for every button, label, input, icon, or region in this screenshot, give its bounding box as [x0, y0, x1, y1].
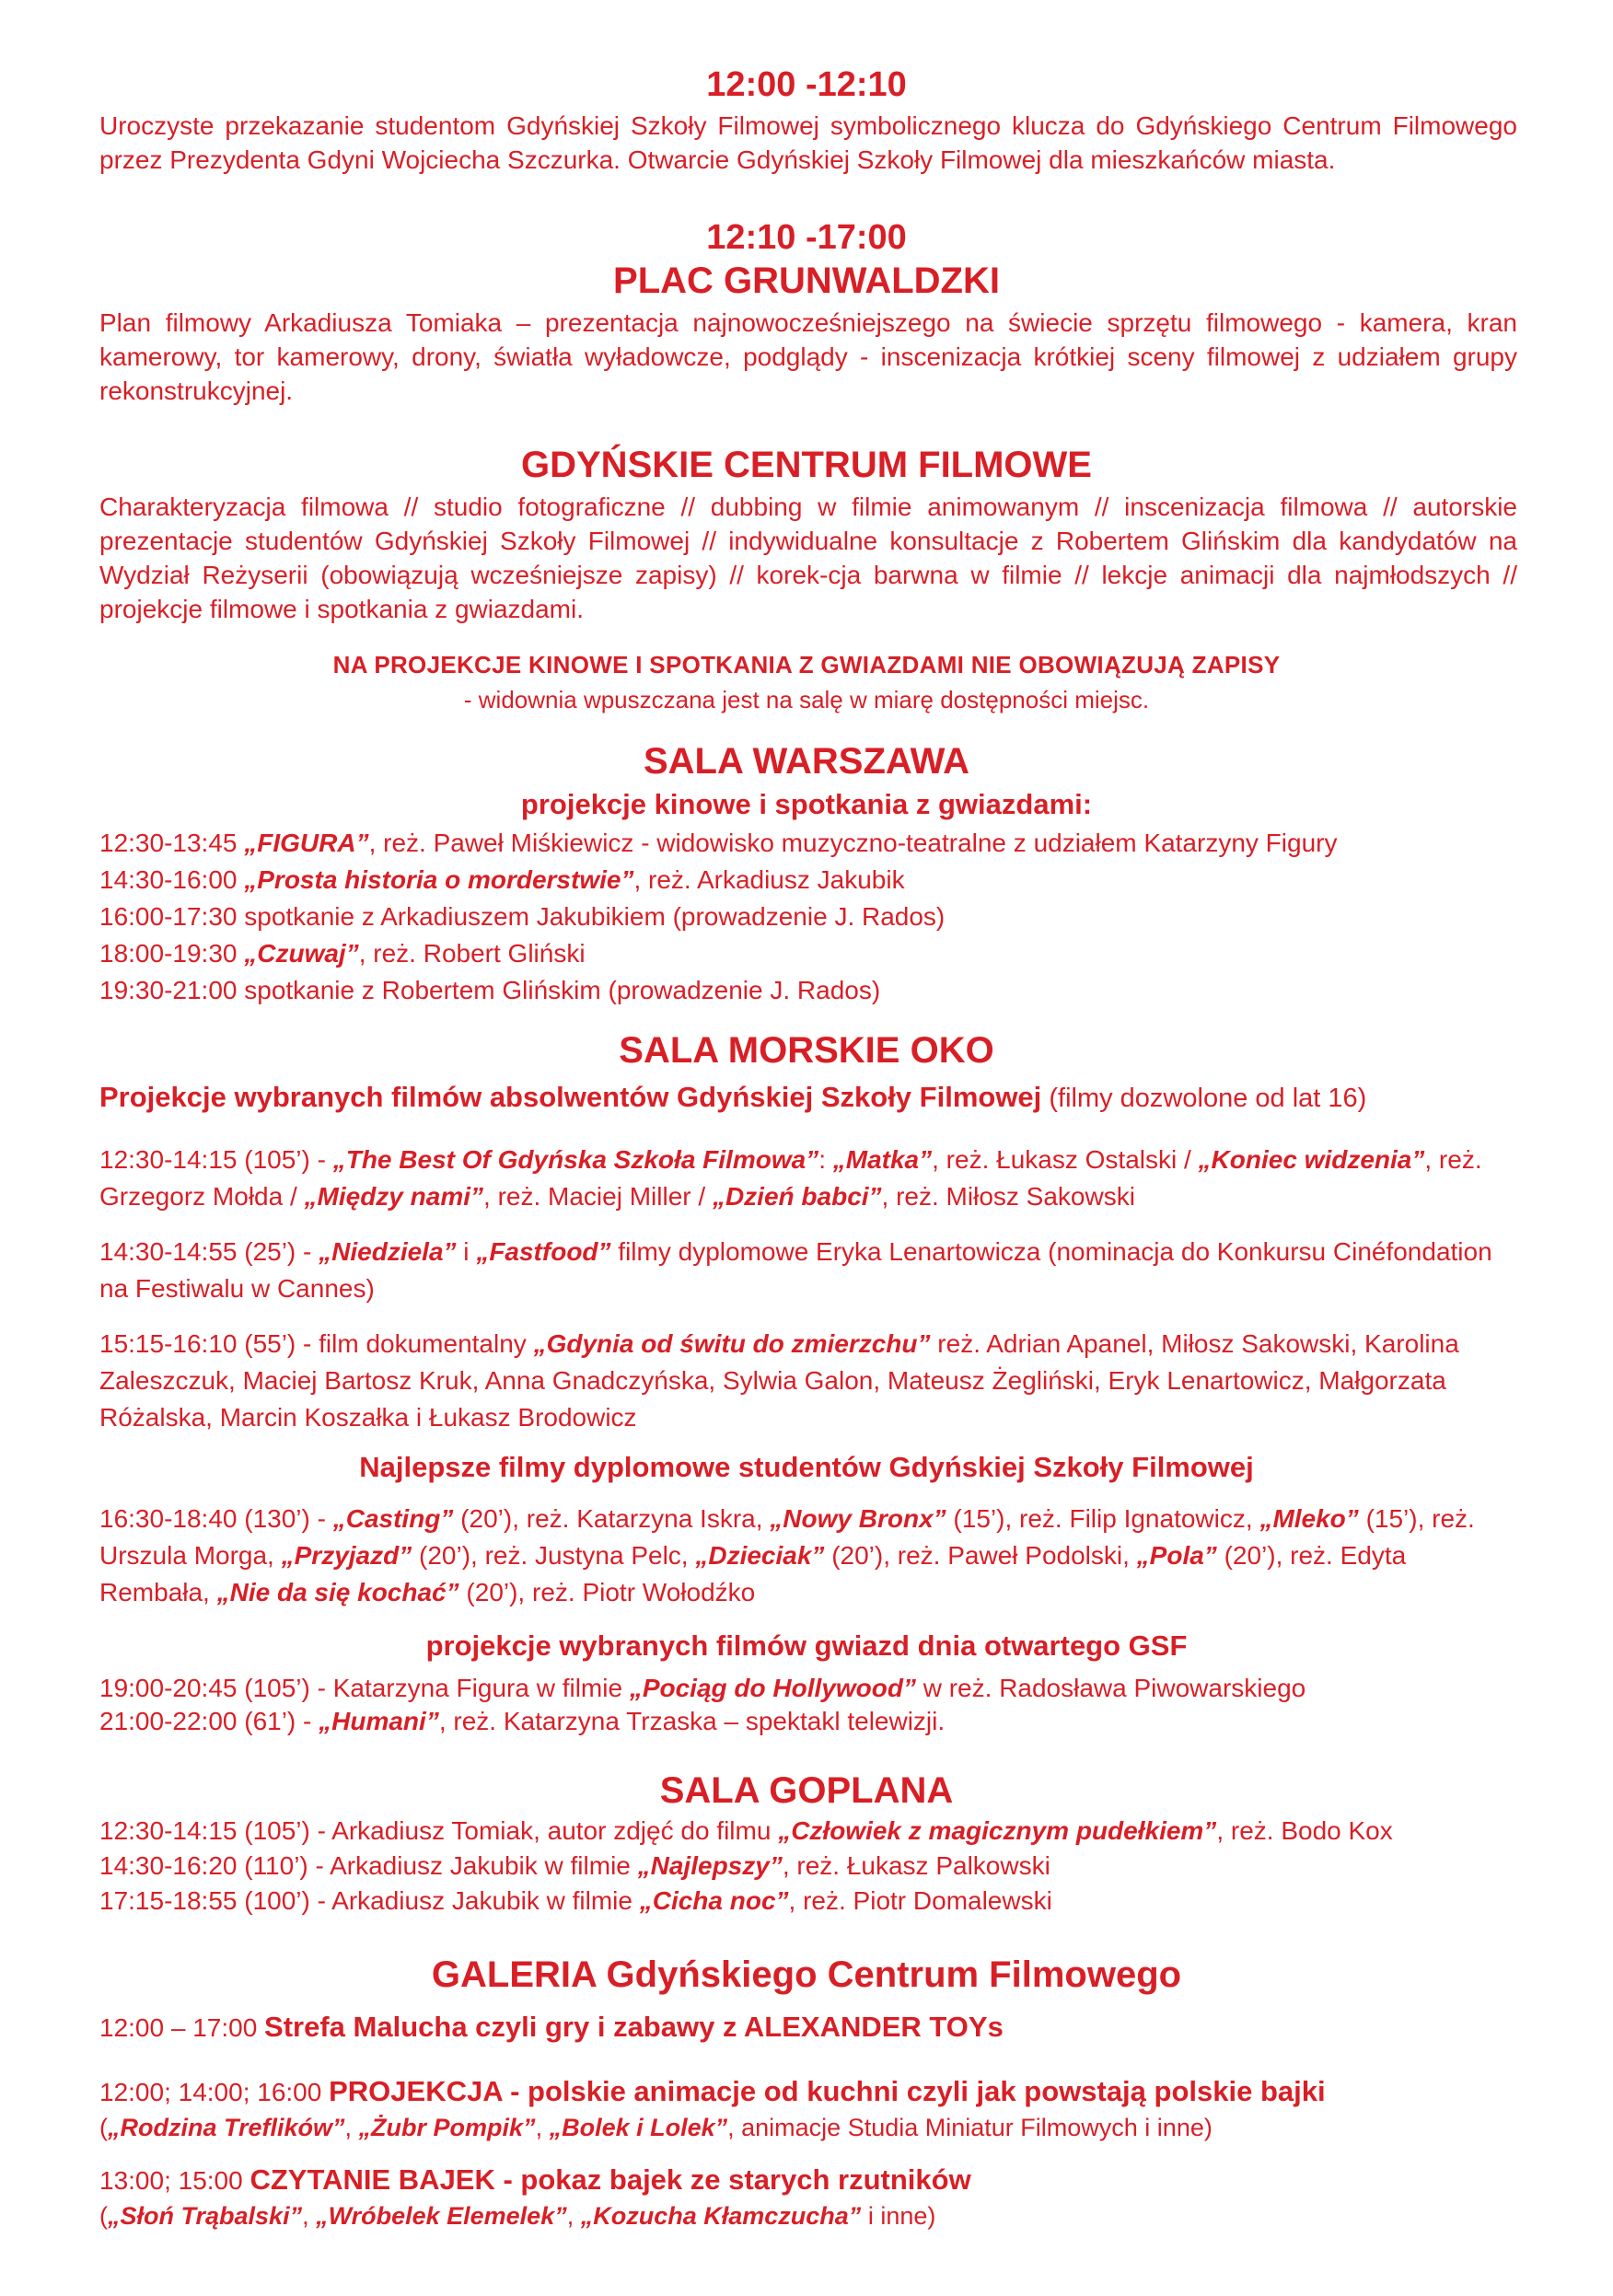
sala-warszawa-title: SALA WARSZAWA [643, 741, 970, 782]
list-item: 12:30-14:15 (105’) - Arkadiusz Tomiak, autor zdjęć do filmu „Człowiek z magicznym pudełkiem”, reż. Bodo Kox [99, 1816, 1393, 1845]
galeria-item-3-details: („Słoń Trąbalski”, „Wróbelek Elemelek”, „Kozucha Kłamczucha” i inne) [99, 2202, 936, 2230]
sala-warszawa-list [99, 825, 1517, 1009]
galeria-item-2: 12:00; 14:00; 16:00 PROJEKCJA - polskie animacje od kuchni czyli jak powstają polskie bajki [99, 2075, 1326, 2107]
list-item: 12:30-13:45 „FIGURA”, reż. Paweł Miśkiewicz - widowisko muzyczno-teatralne z udziałem Katarzyny Figury [99, 829, 1338, 857]
gcf-title: GDYŃSKIE CENTRUM FILMOWE [521, 445, 1092, 485]
list-item: 19:00-20:45 (105’) - Katarzyna Figura w filmie „Pociąg do Hollywood” w reż. Radosława Piwowarskiego [99, 1674, 1306, 1702]
list-item: 21:00-22:00 (61’) - „Humani”, reż. Katarzyna Trzaska – spektakl telewizji. [99, 1707, 946, 1735]
sala-morskie-oko-title: SALA MORSKIE OKO [619, 1030, 994, 1071]
morskie-entry-1: 12:30-14:15 (105’) - „The Best Of Gdyńska Szkoła Filmowa”: „Matka”, reż. Łukasz Ostalski / „Koniec widzenia”, reż. Grzegorz Mołda / „Między nami”, reż. Maciej Miller / „Dzień babci”, reż. Miłosz Sakowski [99, 1145, 1482, 1211]
list-item: 18:00-19:30 „Czuwaj”, reż. Robert Gliński [99, 939, 586, 968]
list-item: 19:30-21:00 spotkanie z Robertem Glińskim (prowadzenie J. Rados) [99, 976, 881, 1004]
list-item: 16:00-17:30 spotkanie z Arkadiuszem Jakubikiem (prowadzenie J. Rados) [99, 902, 946, 931]
sala-warszawa-subtitle: projekcje kinowe i spotkania z gwiazdami: [520, 788, 1093, 820]
morskie-subheading-diploma: Najlepsze filmy dyplomowe studentów Gdyńskiej Szkoły Filmowej [359, 1451, 1254, 1483]
intro-paragraph-1: Uroczyste przekazanie studentom Gdyńskiej Szkoły Filmowej symbolicznego klucza do Gdyńskiego Centrum Filmowego przez Prezydenta Gdyni Wojciecha Szczurka. Otwarcie Gdyńskiej Szkoły Filmowej dla mieszkańców miasta. [99, 111, 1517, 174]
morskie-entry-2: 14:30-14:55 (25’) - „Niedziela” i „Fastfood” filmy dyplomowe Eryka Lenartowicza (nominacja do Konkursu Cinéfondation na Festiwalu w Cannes) [99, 1237, 1492, 1303]
galeria-item-2-details: („Rodzina Treflików”, „Żubr Pompik”, „Bolek i Lolek”, animacje Studia Miniatur Filmowych i inne) [99, 2114, 1213, 2141]
galeria-item-3: 13:00; 15:00 CZYTANIE BAJEK - pokaz bajek ze starych rzutników [99, 2163, 971, 2196]
time-heading-1: 12:00 -12:10 [706, 65, 907, 104]
galeria-title: GALERIA Gdyńskiego Centrum Filmowego [431, 1954, 1182, 1995]
sala-goplana-list [99, 1814, 1517, 1919]
list-item: 14:30-16:20 (110’) - Arkadiusz Jakubik w filmie „Najlepszy”, reż. Łukasz Palkowski [99, 1851, 1050, 1880]
gcf-text: Charakteryzacja filmowa // studio fotograficzne // dubbing w filmie animowanym // inscenizacja filmowa // autorskie prezentacje studentów Gdyńskiej Szkoły Filmowej // indywidualne konsultacje z Robertem Glińskim dla kandydatów na Wydział Reżyserii (obowiązują wcześniejsze zapisy) // korek-cja barwna w filmie // lekcje animacji dla najmłodszych // projekcje filmowe i spotkania z gwiazdami. [99, 493, 1517, 623]
gcf-notice-text: - widownia wpuszczana jest na salę w miarę dostępności miejsc. [463, 686, 1150, 713]
morskie-subheading-stars: projekcje wybranych filmów gwiazd dnia otwartego GSF [425, 1629, 1188, 1662]
morskie-entry-4: 16:30-18:40 (130’) - „Casting” (20’), reż. Katarzyna Iskra, „Nowy Bronx” (15’), reż. Filip Ignatowicz, „Mleko” (15’), reż. Urszula Morga, „Przyjazd” (20’), reż. Justyna Pelc, „Dzieciak” (20’), reż. Paweł Podolski, „Pola” (20’), reż. Edyta Rembała, „Nie da się kochać” (20’), reż. Piotr Wołodźko [99, 1504, 1475, 1606]
sala-goplana-title: SALA GOPLANA [659, 1770, 954, 1811]
plac-grunwaldzki-title: PLAC GRUNWALDZKI [613, 261, 1000, 301]
morskie-entry-3: 15:15-16:10 (55’) - film dokumentalny „Gdynia od świtu do zmierzchu” reż. Adrian Apanel, Miłosz Sakowski, Karolina Zaleszczuk, Maciej Bartosz Kruk, Anna Gnadczyńska, Sylwia Galon, Mateusz Żegliński, Eryk Lenartowicz, Małgorzata Różalska, Marcin Koszałka i Łukasz Brodowicz [99, 1329, 1459, 1432]
plac-grunwaldzki-text: Plan filmowy Arkadiusza Tomiaka – prezentacja najnowocześniejszego na świecie sprzętu filmowego - kamera, kran kamerowy, tor kamerowy, drony, światła wyładowcze, podglądy - inscenizacja krótkiej sceny filmowej z udziałem grupy rekonstrukcyjnej. [99, 308, 1517, 405]
list-item: 17:15-18:55 (100’) - Arkadiusz Jakubik w filmie „Cicha noc”, reż. Piotr Domalewski [99, 1886, 1052, 1915]
time-heading-2: 12:10 -17:00 [706, 218, 907, 257]
galeria-item-1: 12:00 – 17:00 Strefa Malucha czyli gry i zabawy z ALEXANDER TOYs [99, 2011, 1004, 2043]
morskie-stars-list [99, 1672, 1517, 1738]
gcf-notice-bold: NA PROJEKCJE KINOWE I SPOTKANIA Z GWIAZDAMI NIE OBOWIĄZUJĄ ZAPISY [332, 651, 1281, 678]
list-item: 14:30-16:00 „Prosta historia o morderstwie”, reż. Arkadiusz Jakubik [99, 865, 905, 894]
sala-morskie-oko-subtitle: Projekcje wybranych filmów absolwentów Gdyńskiej Szkoły Filmowej (filmy dozwolone od lat 16) [99, 1081, 1367, 1113]
